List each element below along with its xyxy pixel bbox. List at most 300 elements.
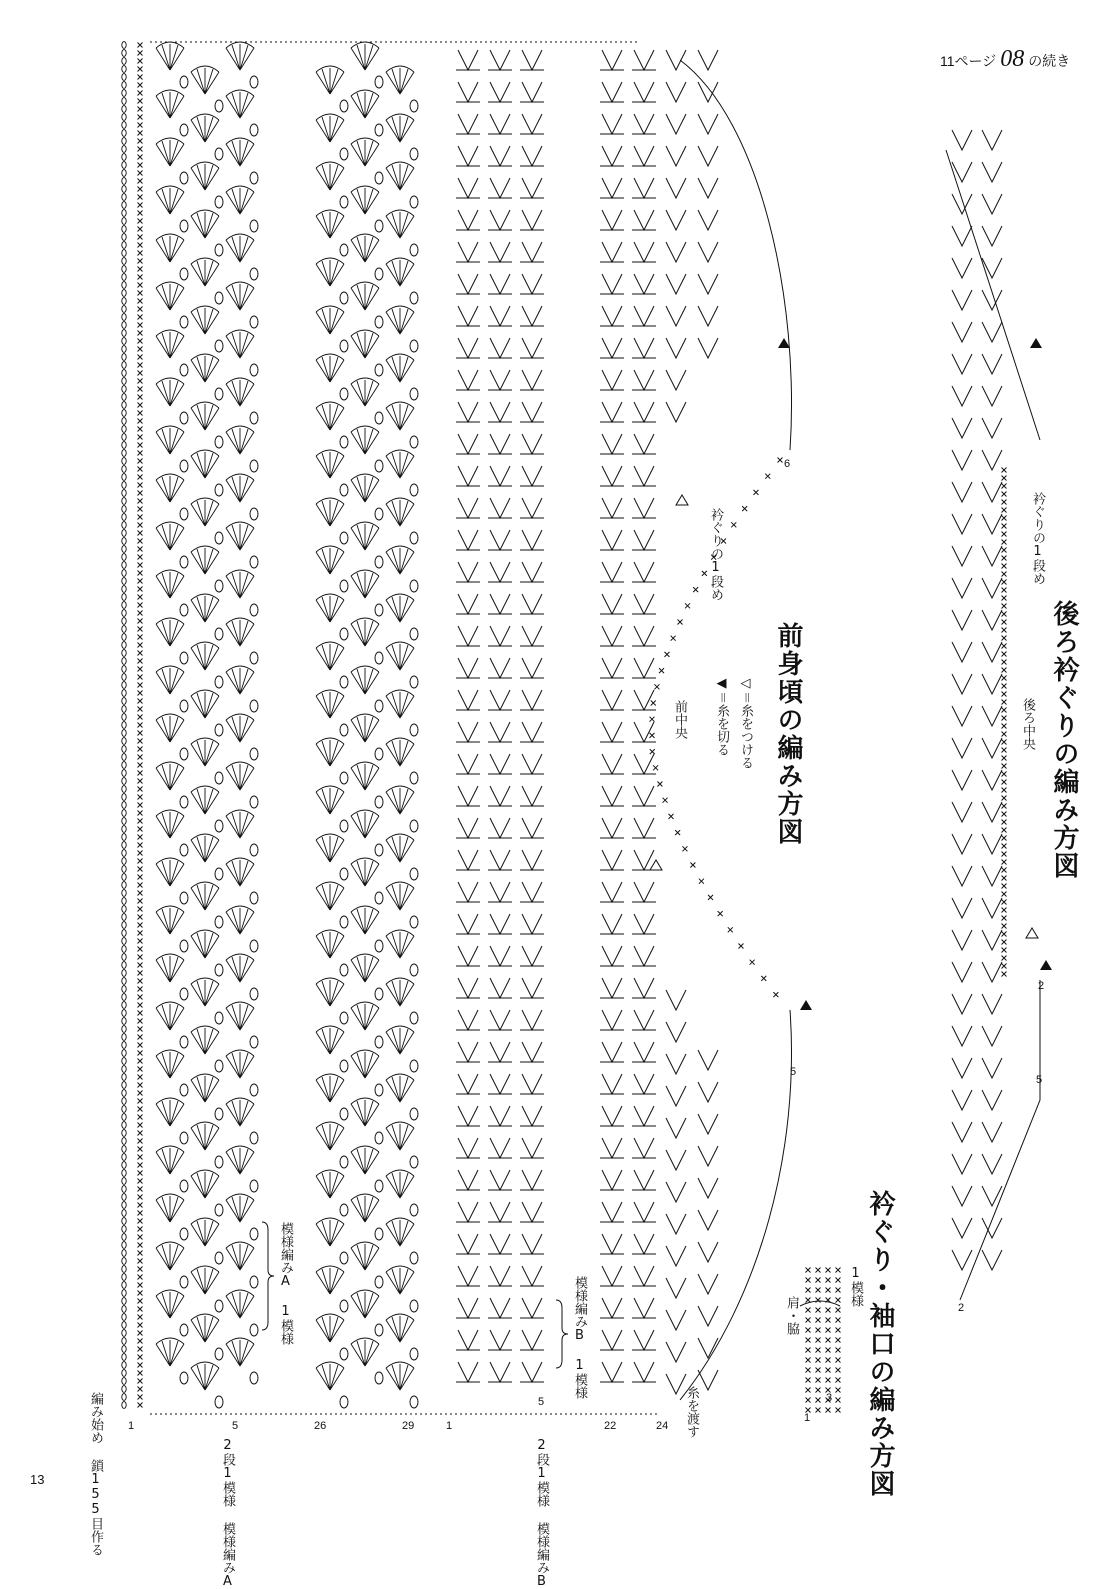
fan-stitch (191, 114, 219, 142)
single-crochet-stitch (138, 1115, 143, 1120)
single-crochet-stitch (1002, 812, 1007, 817)
chain-stitch (122, 794, 126, 801)
single-crochet-stitch (138, 1251, 143, 1256)
single-crochet-stitch (1002, 572, 1007, 577)
single-crochet-stitch (816, 1368, 821, 1373)
chain-stitch (122, 202, 126, 209)
fan-stitch (316, 1170, 344, 1198)
single-crochet-stitch (138, 739, 143, 744)
single-crochet-stitch (138, 1275, 143, 1280)
chain-stitch (122, 314, 126, 321)
single-crochet-stitch (1002, 764, 1007, 769)
fan-stitch (226, 1194, 254, 1222)
single-crochet-stitch (138, 923, 143, 928)
v-stitch (698, 1338, 718, 1358)
chain-stitch (122, 1218, 126, 1225)
single-crochet-stitch (1002, 700, 1007, 705)
picot-stitch (375, 220, 383, 232)
single-crochet-stitch (836, 1408, 841, 1413)
single-crochet-stitch (138, 699, 143, 704)
v-stitch (602, 274, 622, 294)
single-crochet-stitch (806, 1378, 811, 1383)
picot-stitch (215, 1204, 223, 1216)
fan-stitch (156, 330, 184, 358)
fan-stitch (316, 930, 344, 958)
v-stitch (602, 50, 622, 70)
picot-stitch (410, 580, 418, 592)
single-crochet-stitch (138, 603, 143, 608)
chain-stitch (122, 434, 126, 441)
v-stitch (522, 1202, 542, 1222)
single-crochet-stitch (138, 1155, 143, 1160)
v-stitch (522, 1106, 542, 1126)
single-crochet-stitch (826, 1378, 831, 1383)
v-stitch (522, 1010, 542, 1030)
v-stitch (952, 1090, 972, 1110)
v-stitch (602, 370, 622, 390)
chain-stitch (122, 466, 126, 473)
single-crochet-stitch (1002, 516, 1007, 521)
single-crochet-stitch (138, 987, 143, 992)
v-stitch (490, 498, 510, 518)
v-stitch (698, 242, 718, 262)
chain-stitch (122, 834, 126, 841)
picot-stitch (215, 676, 223, 688)
single-crochet-stitch (826, 1308, 831, 1313)
picot-stitch (180, 700, 188, 712)
v-stitch (634, 722, 654, 742)
single-crochet-stitch (138, 1307, 143, 1312)
chain-stitch (122, 42, 126, 49)
fan-stitch (351, 186, 379, 214)
v-stitch (490, 1042, 510, 1062)
chain-stitch (122, 210, 126, 217)
single-crochet-stitch (138, 883, 143, 888)
v-stitch (634, 466, 654, 486)
v-stitch (982, 354, 1002, 374)
single-crochet-stitch (138, 555, 143, 560)
v-stitch (982, 162, 1002, 182)
picot-stitch (180, 508, 188, 520)
v-stitch (634, 82, 654, 102)
cut-yarn-icon (800, 1000, 812, 1010)
fan-stitch (226, 90, 254, 118)
single-crochet-stitch (138, 83, 143, 88)
picot-stitch (340, 1156, 348, 1168)
chain-stitch (122, 1050, 126, 1057)
fan-stitch (316, 1266, 344, 1294)
picot-stitch (250, 364, 258, 376)
single-crochet-stitch (728, 927, 733, 932)
single-crochet-stitch (653, 765, 658, 770)
picot-stitch (180, 220, 188, 232)
v-stitch (982, 482, 1002, 502)
back-neck-edge (960, 980, 1043, 1300)
single-crochet-stitch (1002, 852, 1007, 857)
v-stitch (458, 562, 478, 582)
chain-stitch (122, 1226, 126, 1233)
single-crochet-stitch (1002, 932, 1007, 937)
fan-stitch (351, 1194, 379, 1222)
picot-stitch (215, 1156, 223, 1168)
chain-stitch (122, 66, 126, 73)
single-crochet-stitch (138, 547, 143, 552)
chain-stitch (122, 106, 126, 113)
single-crochet-stitch (138, 1243, 143, 1248)
v-stitch (602, 786, 622, 806)
row-number: 5 (538, 1396, 545, 1408)
v-stitch (952, 1122, 972, 1142)
fan-stitch (191, 1122, 219, 1150)
v-stitch (522, 1042, 542, 1062)
chain-stitch (122, 1210, 126, 1217)
chain-stitch (122, 122, 126, 129)
v-stitch (490, 850, 510, 870)
v-stitch (982, 418, 1002, 438)
single-crochet-stitch (138, 1219, 143, 1224)
chain-stitch (122, 1066, 126, 1073)
v-stitch (982, 322, 1002, 342)
v-stitch (458, 178, 478, 198)
chain-stitch (122, 682, 126, 689)
single-crochet-stitch (693, 587, 698, 592)
chain-stitch (122, 1026, 126, 1033)
chain-stitch (122, 938, 126, 945)
chain-stitch (122, 562, 126, 569)
v-stitch (522, 434, 542, 454)
fan-stitch (386, 1074, 414, 1102)
single-crochet-stitch (761, 976, 766, 981)
v-stitch (458, 530, 478, 550)
picot-stitch (180, 748, 188, 760)
v-stitch (982, 226, 1002, 246)
chain-stitch (122, 946, 126, 953)
picot-stitch (250, 1036, 258, 1048)
v-stitch (634, 114, 654, 134)
single-crochet-stitch (816, 1348, 821, 1353)
v-stitch (698, 146, 718, 166)
v-stitch (634, 1266, 654, 1286)
fan-stitch (351, 570, 379, 598)
row-number: 29 (402, 1420, 415, 1432)
v-stitch (982, 1122, 1002, 1142)
picot-stitch (410, 916, 418, 928)
single-crochet-stitch (138, 1027, 143, 1032)
chain-stitch (122, 610, 126, 617)
chain-stitch (122, 362, 126, 369)
picot-stitch (180, 940, 188, 952)
picot-stitch (410, 724, 418, 736)
chain-stitch (122, 514, 126, 521)
single-crochet-stitch (1002, 532, 1007, 537)
v-stitch (522, 594, 542, 614)
fan-stitch (316, 738, 344, 766)
fan-stitch (226, 1146, 254, 1174)
single-crochet-stitch (765, 474, 770, 479)
fan-stitch (316, 114, 344, 142)
fan-stitch (226, 762, 254, 790)
chain-stitch (122, 658, 126, 665)
v-stitch (490, 658, 510, 678)
single-crochet-stitch (816, 1408, 821, 1413)
single-crochet-stitch (138, 355, 143, 360)
v-stitch (490, 402, 510, 422)
picot-stitch (215, 580, 223, 592)
single-crochet-stitch (138, 675, 143, 680)
picot-stitch (215, 1108, 223, 1120)
v-stitch (698, 114, 718, 134)
v-stitch (602, 402, 622, 422)
fan-stitch (386, 306, 414, 334)
v-stitch (602, 690, 622, 710)
single-crochet-stitch (1002, 468, 1007, 473)
fan-stitch (386, 1266, 414, 1294)
v-stitch (522, 498, 542, 518)
row-number: 1 (804, 1412, 811, 1424)
fan-stitch (191, 978, 219, 1006)
fan-stitch (156, 858, 184, 886)
v-stitch (602, 242, 622, 262)
single-crochet-stitch (753, 490, 758, 495)
v-stitch (634, 690, 654, 710)
fan-stitch (351, 618, 379, 646)
single-crochet-stitch (138, 235, 143, 240)
single-crochet-stitch (138, 723, 143, 728)
fan-stitch (316, 210, 344, 238)
single-crochet-stitch (138, 539, 143, 544)
single-crochet-stitch (1002, 500, 1007, 505)
attach-yarn-icon (676, 495, 688, 505)
picot-stitch (215, 340, 223, 352)
picot-stitch (375, 892, 383, 904)
fan-stitch (351, 426, 379, 454)
picot-stitch (180, 364, 188, 376)
fan-stitch (156, 1290, 184, 1318)
single-crochet-stitch (138, 619, 143, 624)
v-stitch (522, 242, 542, 262)
chain-stitch (122, 1346, 126, 1353)
picot-stitch (340, 1252, 348, 1264)
single-crochet-stitch (138, 411, 143, 416)
chain-stitch (122, 394, 126, 401)
picot-stitch (180, 844, 188, 856)
single-crochet-stitch (1002, 844, 1007, 849)
single-crochet-stitch (138, 195, 143, 200)
single-crochet-stitch (138, 1075, 143, 1080)
v-stitch (634, 562, 654, 582)
legend-attach-yarn: ◁＝糸をつける (738, 676, 753, 769)
v-stitch (666, 1150, 686, 1170)
picot-stitch (340, 916, 348, 928)
chain-stitch (122, 818, 126, 825)
fan-stitch (226, 954, 254, 982)
v-stitch (522, 1330, 542, 1350)
fan-stitch (351, 474, 379, 502)
picot-stitch (215, 1252, 223, 1264)
v-stitch (522, 754, 542, 774)
single-crochet-stitch (1002, 940, 1007, 945)
v-stitch (522, 658, 542, 678)
single-crochet-stitch (690, 863, 695, 868)
v-stitch (458, 786, 478, 806)
chain-stitch (122, 146, 126, 153)
v-stitch (982, 130, 1002, 150)
fan-stitch (156, 666, 184, 694)
picot-stitch (410, 964, 418, 976)
picot-stitch (410, 292, 418, 304)
v-stitch (522, 626, 542, 646)
single-crochet-stitch (138, 827, 143, 832)
v-stitch (982, 1154, 1002, 1174)
fan-stitch (191, 306, 219, 334)
v-stitch (602, 1362, 622, 1382)
picot-stitch (250, 1276, 258, 1288)
chain-stitch (122, 450, 126, 457)
v-stitch (490, 434, 510, 454)
v-stitch (522, 850, 542, 870)
fan-stitch (226, 42, 254, 70)
page-header (940, 46, 1070, 73)
chain-stitch (122, 1106, 126, 1113)
v-stitch (602, 594, 622, 614)
pattern-number: 08 (1000, 46, 1025, 72)
fan-stitch (226, 1002, 254, 1030)
fan-stitch (156, 618, 184, 646)
v-stitch (490, 146, 510, 166)
single-crochet-stitch (675, 830, 680, 835)
v-stitch (666, 82, 686, 102)
chain-stitch (122, 874, 126, 881)
picot-stitch (180, 124, 188, 136)
picot-stitch (340, 820, 348, 832)
v-stitch (952, 610, 972, 630)
v-stitch (490, 946, 510, 966)
chain-stitch (122, 250, 126, 257)
cut-yarn-icon (1030, 338, 1042, 348)
fan-stitch (351, 330, 379, 358)
single-crochet-stitch (1002, 956, 1007, 961)
v-stitch (602, 754, 622, 774)
chain-stitch (122, 386, 126, 393)
v-stitch (634, 946, 654, 966)
single-crochet-stitch (816, 1268, 821, 1273)
picot-stitch (250, 556, 258, 568)
v-stitch (634, 818, 654, 838)
v-stitch (522, 1362, 542, 1382)
picot-stitch (250, 700, 258, 712)
legend-cut-yarn: ◀＝糸を切る (714, 676, 729, 756)
v-stitch (698, 178, 718, 198)
picot-stitch (340, 1108, 348, 1120)
v-stitch (666, 1182, 686, 1202)
v-stitch (666, 306, 686, 326)
single-crochet-stitch (138, 1043, 143, 1048)
v-stitch (602, 146, 622, 166)
picot-stitch (250, 76, 258, 88)
chain-stitch (122, 1338, 126, 1345)
fan-stitch (191, 1362, 219, 1390)
picot-stitch (180, 1276, 188, 1288)
v-stitch (490, 1074, 510, 1094)
single-crochet-stitch (138, 635, 143, 640)
fan-stitch (316, 162, 344, 190)
fan-stitch (386, 498, 414, 526)
picot-stitch (180, 796, 188, 808)
single-crochet-stitch (138, 1211, 143, 1216)
single-crochet-stitch (138, 1299, 143, 1304)
single-crochet-stitch (1002, 548, 1007, 553)
v-stitch (490, 978, 510, 998)
fan-stitch (191, 258, 219, 286)
single-crochet-stitch (685, 603, 690, 608)
continued-label: の続き (1028, 53, 1071, 69)
single-crochet-stitch (138, 483, 143, 488)
single-crochet-stitch (1002, 860, 1007, 865)
single-crochet-stitch (1002, 908, 1007, 913)
picot-stitch (250, 460, 258, 472)
v-stitch (458, 1362, 478, 1382)
v-stitch (602, 1234, 622, 1254)
single-crochet-stitch (138, 419, 143, 424)
single-crochet-stitch (1002, 692, 1007, 697)
single-crochet-stitch (836, 1308, 841, 1313)
single-crochet-stitch (138, 803, 143, 808)
v-stitch (982, 994, 1002, 1014)
v-stitch (634, 1170, 654, 1190)
v-stitch (602, 914, 622, 934)
single-crochet-stitch (138, 395, 143, 400)
picot-stitch (250, 1084, 258, 1096)
v-stitch (952, 770, 972, 790)
v-stitch (522, 690, 542, 710)
single-crochet-stitch (138, 315, 143, 320)
v-stitch (522, 178, 542, 198)
chain-stitch (122, 498, 126, 505)
fan-stitch (191, 1026, 219, 1054)
row-number: 5 (1036, 1074, 1043, 1086)
fan-stitch (316, 1026, 344, 1054)
row-number: 24 (656, 1420, 669, 1432)
single-crochet-stitch (138, 811, 143, 816)
single-crochet-stitch (836, 1348, 841, 1353)
chain-stitch (122, 930, 126, 937)
v-stitch (952, 866, 972, 886)
v-stitch (634, 178, 654, 198)
v-stitch (634, 370, 654, 390)
single-crochet-stitch (138, 563, 143, 568)
v-stitch (666, 114, 686, 134)
fan-stitch (191, 402, 219, 430)
picot-stitch (215, 1060, 223, 1072)
chain-stitch (122, 178, 126, 185)
fan-stitch (316, 690, 344, 718)
fan-stitch (156, 954, 184, 982)
single-crochet-stitch (1002, 492, 1007, 497)
single-crochet-stitch (138, 899, 143, 904)
chain-stitch (122, 1170, 126, 1177)
row-number: 6 (784, 458, 791, 470)
v-stitch (982, 258, 1002, 278)
v-stitch (522, 338, 542, 358)
chain-stitch (122, 1258, 126, 1265)
picot-stitch (410, 340, 418, 352)
picot-stitch (250, 1180, 258, 1192)
fan-stitch (351, 42, 379, 70)
picot-stitch (340, 580, 348, 592)
fan-stitch (226, 138, 254, 166)
v-stitch (490, 210, 510, 230)
fan-stitch (351, 378, 379, 406)
